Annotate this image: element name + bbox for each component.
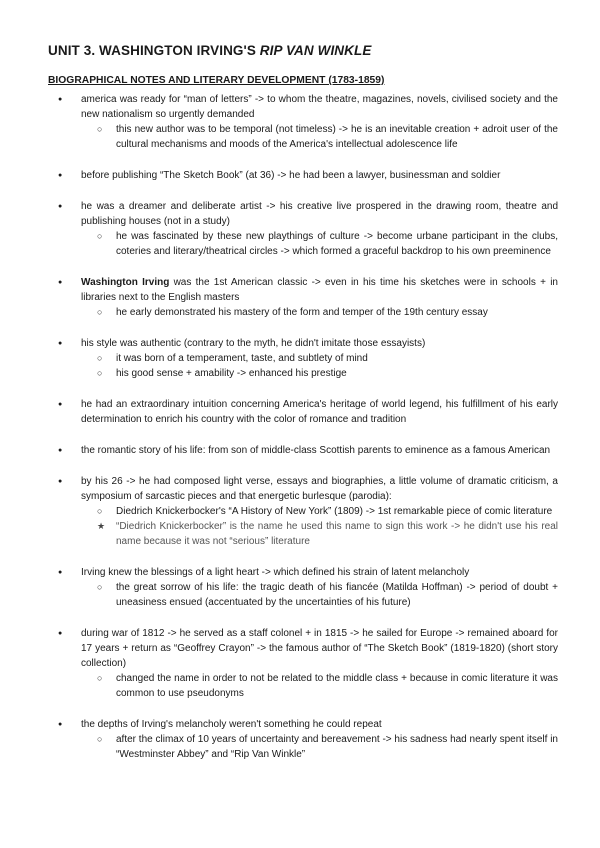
list-item: ● the depths of Irving's melancholy weren't something he could repeat [58, 717, 558, 732]
bullet-list [58, 92, 558, 762]
sub-list-item: ○ he was fascinated by these new playthings of culture -> become urbane participant in the clubs, coteries and literary/theatrical circles -> which formed a graceful backdrop to his own preeminence [97, 229, 558, 259]
section-heading: BIOGRAPHICAL NOTES AND LITERARY DEVELOPMENT (1783-1859) [48, 75, 385, 86]
list-item: ● by his 26 -> he had composed light verse, essays and biographies, a little volume of dramatic criticism, a symposium of sarcastic pieces and that energetic burlesque (parodia): [58, 474, 558, 504]
sub-list-item: ○ Diedrich Knickerbocker's “A History of New York” (1809) -> 1st remarkable piece of comic literature [97, 504, 558, 519]
list-item: ● during war of 1812 -> he served as a staff colonel + in 1815 -> he sailed for Europe -> remained aboard for 17 years + return as “Geoffrey Crayon” -> the famous author of “The Sketch Book” (1819-1820) (short story collection) [58, 626, 558, 671]
sub-list-item: ○ he early demonstrated his mastery of the form and temper of the 19th century essay [97, 305, 558, 320]
list-item: ● before publishing “The Sketch Book” (at 36) -> he had been a lawyer, businessman and soldier [58, 168, 558, 183]
list-item: ● he was a dreamer and deliberate artist -> his creative live prospered in the drawing room, theatre and publishing houses (not in a study) [58, 199, 558, 229]
title-main: UNIT 3. WASHINGTON IRVING'S [48, 43, 260, 58]
page-title [48, 43, 371, 58]
star-note: ★ “Diedrich Knickerbocker” is the name he used this name to sign this work -> he didn't use his real name because it was not “serious” literature [97, 519, 558, 549]
list-item: ● the romantic story of his life: from son of middle-class Scottish parents to eminence as a famous American [58, 443, 558, 458]
list-item: ● he had an extraordinary intuition concerning America's heritage of world legend, his fulfillment of his early determination to enrich his country with the color of romance and tradition [58, 397, 558, 427]
list-item: ● Washington Irving was the 1st American classic -> even in his time his sketches were in schools + in libraries next to the English masters [58, 275, 558, 305]
list-item: ● america was ready for “man of letters” -> to whom the theatre, magazines, novels, civilised society and the new nationalism so urgently demanded [58, 92, 558, 122]
list-item: ● his style was authentic (contrary to the myth, he didn't imitate those essayists) [58, 336, 558, 351]
sub-list-item: ○ this new author was to be temporal (not timeless) -> he is an inevitable creation + adroit user of the cultural mechanisms and moods of the America's intellectual adolescence life [97, 122, 558, 152]
sub-list-item: ○ it was born of a temperament, taste, and subtlety of mind [97, 351, 558, 366]
sub-list-item: ○ changed the name in order to not be related to the middle class + because in comic literature it was common to use pseudonyms [97, 671, 558, 701]
title-italic: RIP VAN WINKLE [259, 43, 372, 58]
list-item: ● Irving knew the blessings of a light heart -> which defined his strain of latent melancholy [58, 565, 558, 580]
sub-list-item: ○ after the climax of 10 years of uncertainty and bereavement -> his sadness had nearly spent itself in “Westminster Abbey” and “Rip Van Winkle” [97, 732, 558, 762]
sub-list-item: ○ his good sense + amability -> enhanced his prestige [97, 366, 558, 381]
sub-list-item: ○ the great sorrow of his life: the tragic death of his fiancée (Matilda Hoffman) -> period of doubt + uneasiness ensued (accentuated by the uncertainties of his future) [97, 580, 558, 610]
